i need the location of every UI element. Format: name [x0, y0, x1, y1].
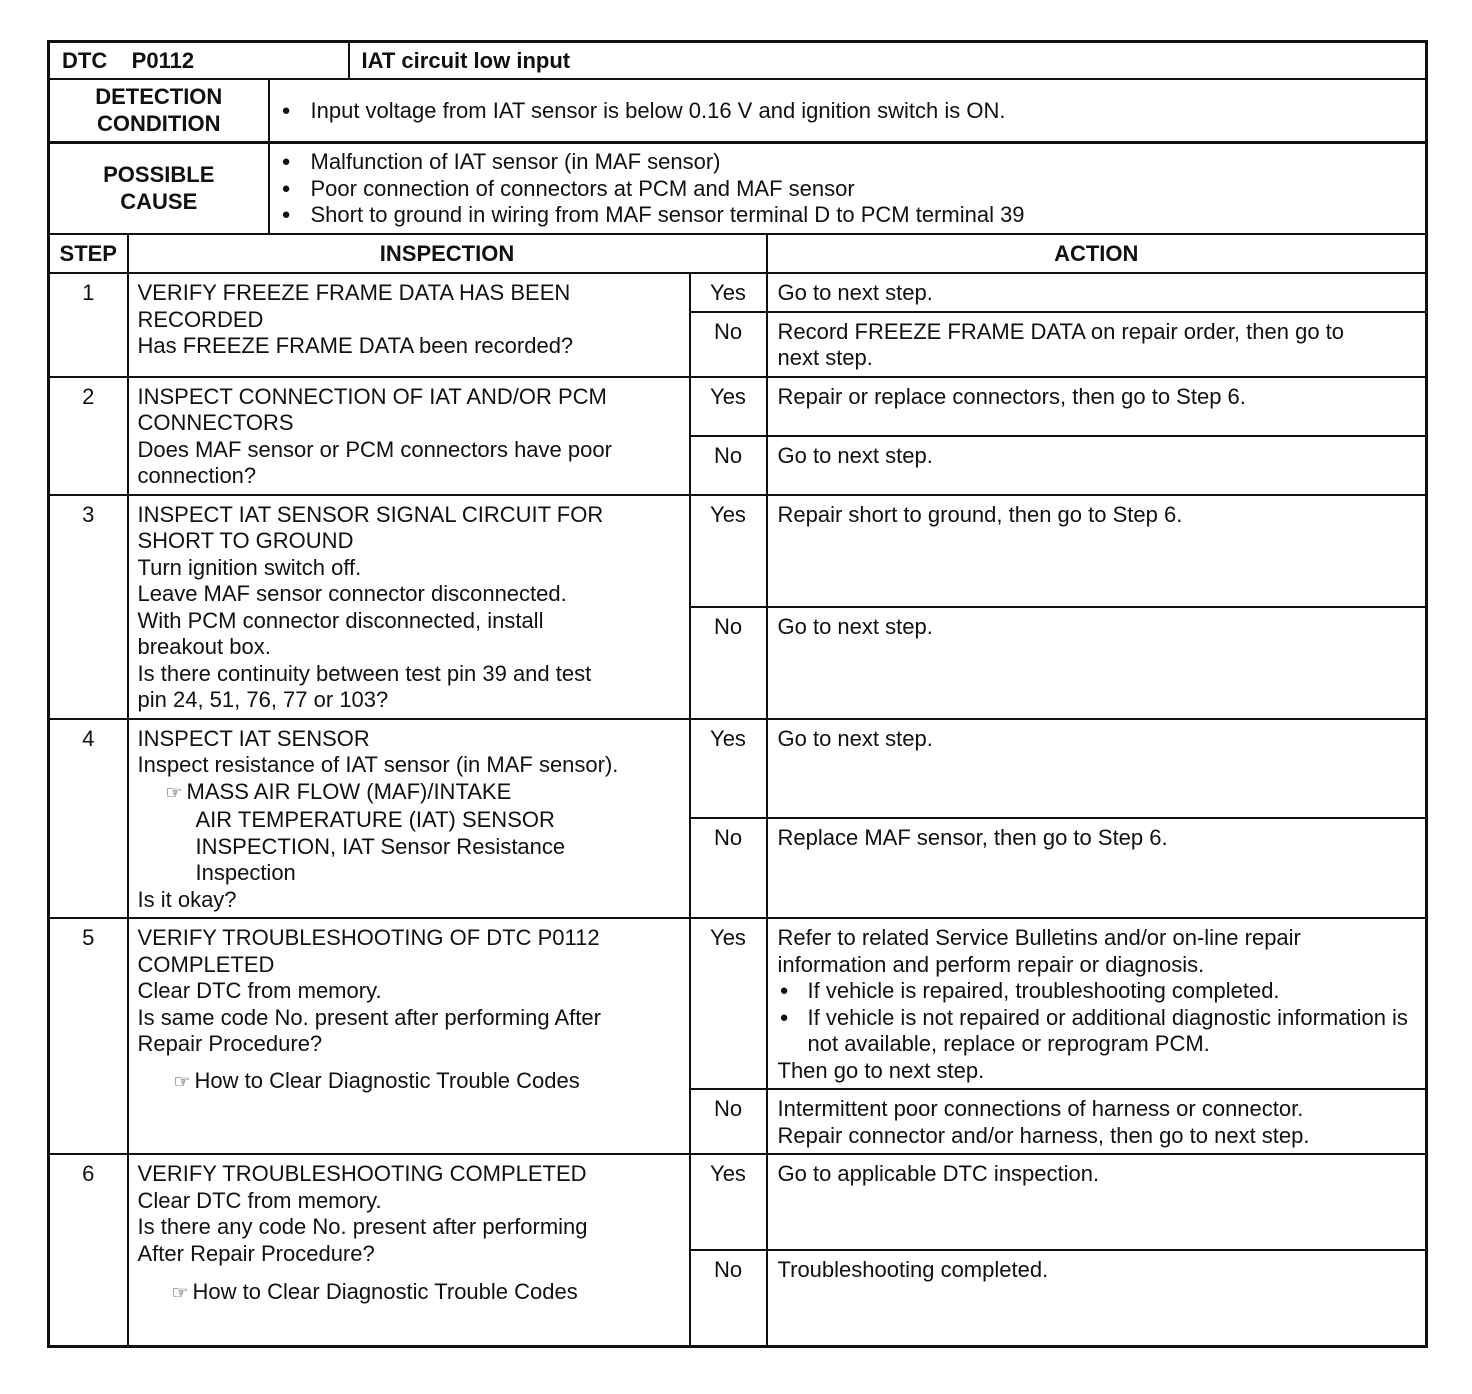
step-number: 5 — [49, 918, 128, 1154]
inspection-line: Is there any code No. present after performing — [137, 1214, 588, 1239]
inspection-line: connection? — [137, 463, 257, 488]
inspection-line: Has FREEZE FRAME DATA been recorded? — [137, 333, 574, 358]
step-row — [49, 719, 1427, 819]
cause-item: ● Malfunction of IAT sensor (in MAF sensor) — [282, 149, 1414, 176]
inspection-line: INSPECT IAT SENSOR — [137, 725, 370, 751]
step-row — [49, 495, 1427, 607]
yes-action — [767, 495, 1427, 607]
action-line: information and perform repair or diagnosis. — [777, 951, 1205, 977]
step-number: 6 — [49, 1154, 128, 1347]
no-label: No — [690, 607, 767, 719]
inspection-line: CONNECTORS — [137, 410, 294, 435]
detection-row — [49, 79, 1427, 143]
reference-text-line: Inspection — [195, 860, 296, 885]
no-label: No — [690, 312, 767, 377]
inspection-line: With PCM connector disconnected, install — [137, 607, 544, 633]
step-inspection — [128, 273, 690, 377]
detection-label-line: DETECTION — [95, 84, 223, 110]
detection-label — [49, 79, 269, 143]
action-line: Go to next step. — [777, 613, 933, 639]
detection-list — [282, 98, 1414, 125]
dtc-code: P0112 — [131, 48, 195, 73]
inspection-line: Leave MAF sensor connector disconnected. — [137, 581, 567, 606]
yes-label: Yes — [690, 1154, 767, 1250]
dtc-troubleshooting-sheet — [47, 40, 1425, 1348]
step-inspection — [128, 377, 690, 495]
inspection-line: Is there continuity between test pin 39 and test — [137, 660, 592, 686]
yes-action — [767, 719, 1427, 819]
step-number: 3 — [49, 495, 128, 719]
inspection-line: SHORT TO GROUND — [137, 528, 354, 553]
no-action — [767, 436, 1427, 495]
inspection-line: breakout box. — [137, 634, 271, 659]
action-line: Intermittent poor connections of harness or connector. — [777, 1096, 1304, 1121]
step-row — [49, 918, 1427, 1089]
action-column-header: ACTION — [767, 234, 1427, 274]
action-line: Repair short to ground, then go to Step 6. — [777, 501, 1183, 527]
inspection-line: Inspect resistance of IAT sensor (in MAF sensor). — [137, 752, 619, 777]
no-label: No — [690, 818, 767, 918]
no-action — [767, 607, 1427, 719]
inspection-line: COMPLETED — [137, 951, 275, 977]
title-row — [49, 42, 1427, 79]
no-action — [767, 1250, 1427, 1347]
step-column-header: STEP — [49, 234, 128, 274]
pointing-hand-icon: ☞ — [165, 782, 183, 804]
step-number: 2 — [49, 377, 128, 495]
possible-cause-row — [49, 143, 1427, 234]
inspection-line: Is it okay? — [137, 886, 237, 912]
yes-label: Yes — [690, 273, 767, 312]
no-action — [767, 818, 1427, 918]
inspection-line: After Repair Procedure? — [137, 1240, 375, 1266]
action-line: Then go to next step. — [777, 1057, 985, 1083]
inspection-line: INSPECT CONNECTION OF IAT AND/OR PCM — [137, 383, 607, 409]
possible-cause-cell — [269, 143, 1427, 234]
detection-item: ● Input voltage from IAT sensor is below 0.16 V and ignition switch is ON. — [282, 98, 1414, 125]
reference-link[interactable] — [138, 1279, 681, 1308]
yes-action — [767, 377, 1427, 436]
action-line: Go to next step. — [777, 280, 933, 305]
inspection-column-header: INSPECTION — [128, 234, 767, 274]
detection-condition-cell — [269, 79, 1427, 143]
dtc-label: DTC — [62, 48, 108, 73]
possible-cause-label-line: CAUSE — [120, 189, 198, 215]
inspection-line: Turn ignition switch off. — [137, 554, 362, 580]
yes-action — [767, 918, 1427, 1089]
reference-text-line: AIR TEMPERATURE (IAT) SENSOR — [195, 807, 555, 832]
possible-cause-list — [282, 149, 1414, 229]
detection-label-line: CONDITION — [97, 111, 221, 137]
action-line: Troubleshooting completed. — [777, 1257, 1049, 1282]
action-bullet-list — [778, 978, 1418, 1058]
inspection-line: VERIFY FREEZE FRAME DATA HAS BEEN — [137, 280, 571, 305]
step-inspection — [128, 495, 690, 719]
action-line: next step. — [777, 345, 873, 370]
yes-label: Yes — [690, 719, 767, 819]
action-bullet: ● If vehicle is not repaired or additional diagnostic information is not available, replace or reprogram PCM. — [778, 1005, 1418, 1058]
yes-label: Yes — [690, 495, 767, 607]
no-label: No — [690, 436, 767, 495]
action-line: Replace MAF sensor, then go to Step 6. — [777, 825, 1168, 851]
action-line: Record FREEZE FRAME DATA on repair order, then go to — [777, 318, 1345, 344]
inspection-line: pin 24, 51, 76, 77 or 103? — [137, 687, 389, 712]
cause-item: ● Poor connection of connectors at PCM and MAF sensor — [282, 176, 1414, 203]
reference-text: MASS AIR FLOW (MAF)/INTAKE — [186, 778, 512, 804]
action-bullet: ● If vehicle is repaired, troubleshooting completed. — [778, 978, 1418, 1005]
step-inspection — [128, 1154, 690, 1347]
pointing-hand-icon: ☞ — [173, 1071, 191, 1093]
reference-text: How to Clear Diagnostic Trouble Codes — [194, 1067, 580, 1093]
step-row — [49, 273, 1427, 312]
step-inspection — [128, 719, 690, 919]
no-label: No — [690, 1089, 767, 1154]
reference-link[interactable] — [138, 1068, 681, 1097]
action-line: Go to applicable DTC inspection. — [777, 1161, 1100, 1186]
step-inspection — [128, 918, 690, 1154]
action-line: Go to next step. — [777, 725, 933, 751]
column-header-row — [49, 234, 1427, 274]
reference-text-line: INSPECTION, IAT Sensor Resistance — [195, 833, 566, 859]
dtc-title: IAT circuit low input — [349, 42, 1427, 79]
step-row — [49, 377, 1427, 436]
reference-text: How to Clear Diagnostic Trouble Codes — [192, 1279, 578, 1304]
yes-action — [767, 1154, 1427, 1250]
inspection-line: Clear DTC from memory. — [137, 1187, 382, 1213]
step-number: 4 — [49, 719, 128, 919]
action-line: Refer to related Service Bulletins and/or on-line repair — [777, 925, 1301, 950]
no-action — [767, 312, 1427, 377]
cause-item: ● Short to ground in wiring from MAF sensor terminal D to PCM terminal 39 — [282, 202, 1414, 229]
inspection-line: Does MAF sensor or PCM connectors have poor — [137, 436, 612, 462]
inspection-line: Repair Procedure? — [137, 1031, 323, 1056]
inspection-line: INSPECT IAT SENSOR SIGNAL CIRCUIT FOR — [137, 501, 604, 527]
possible-cause-label-line: POSSIBLE — [103, 162, 215, 188]
dtc-table — [47, 40, 1428, 1348]
action-line: Go to next step. — [777, 442, 933, 468]
yes-action — [767, 273, 1427, 312]
inspection-line: VERIFY TROUBLESHOOTING COMPLETED — [137, 1161, 587, 1186]
action-line: Repair connector and/or harness, then go to next step. — [777, 1122, 1310, 1148]
reference-link[interactable] — [138, 779, 681, 808]
yes-label: Yes — [690, 918, 767, 1089]
step-row — [49, 1154, 1427, 1250]
pointing-hand-icon: ☞ — [171, 1283, 189, 1304]
no-label: No — [690, 1250, 767, 1347]
inspection-line: VERIFY TROUBLESHOOTING OF DTC P0112 — [137, 925, 600, 950]
yes-label: Yes — [690, 377, 767, 436]
no-action — [767, 1089, 1427, 1154]
possible-cause-label — [49, 143, 269, 234]
dtc-code-cell — [49, 42, 349, 79]
inspection-line: Is same code No. present after performing After — [137, 1004, 601, 1030]
action-line: Repair or replace connectors, then go to Step 6. — [777, 383, 1246, 409]
step-number: 1 — [49, 273, 128, 377]
inspection-line: Clear DTC from memory. — [137, 978, 382, 1003]
inspection-line: RECORDED — [137, 306, 264, 332]
